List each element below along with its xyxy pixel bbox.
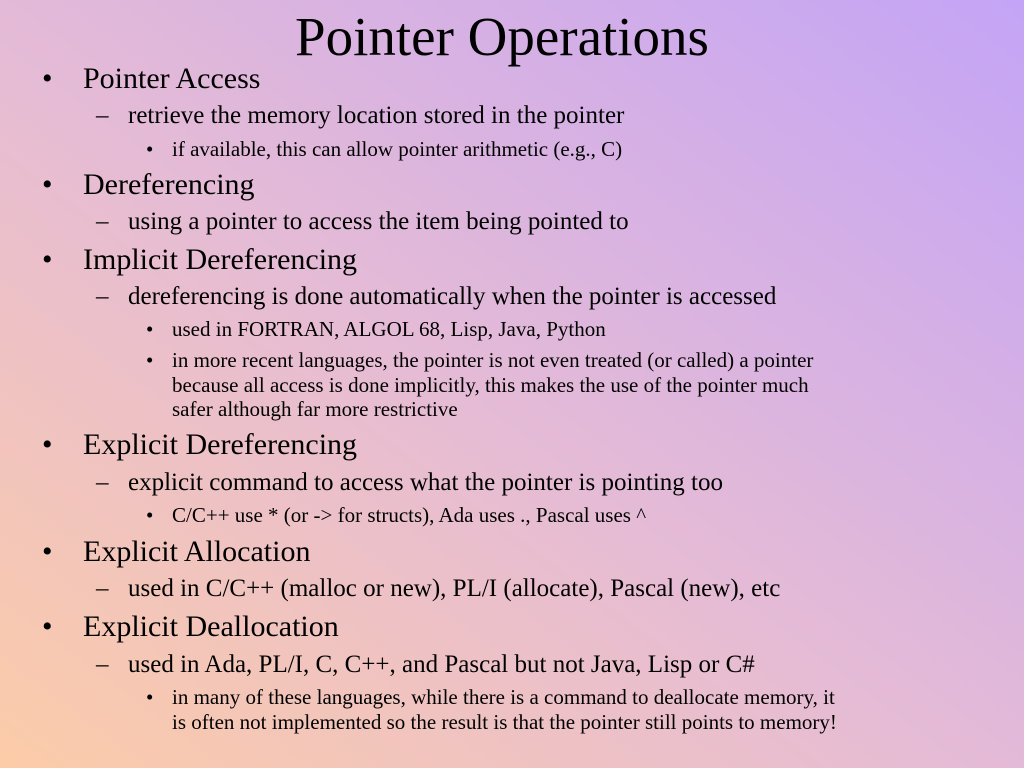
bullet-text: Dereferencing xyxy=(83,168,255,201)
bullet-text: Pointer Access xyxy=(83,62,261,95)
sub-bullet-text: explicit command to access what the pointer is pointing too xyxy=(128,469,724,496)
sub-sub-bullet-text-line: in more recent languages, the pointer is not even treated (or called) a pointer xyxy=(172,348,814,372)
sub-sub-bullet-text-line: safer although far more restrictive xyxy=(172,397,458,421)
dash-icon: – xyxy=(96,575,109,602)
sub-sub-bullet-text-line: is often not implemented so the result is that the pointer still points to memory! xyxy=(172,709,837,734)
bullet-dot-icon: • xyxy=(146,317,154,341)
sub-bullet-text: used in Ada, PL/I, C, C++, and Pascal but not Java, Lisp or C# xyxy=(128,651,755,678)
dash-icon: – xyxy=(96,469,109,496)
bullet-dot-icon: • xyxy=(146,685,154,709)
bullet-dot-icon: • xyxy=(146,503,154,527)
sub-sub-bullet-text: used in FORTRAN, ALGOL 68, Lisp, Java, Python xyxy=(172,317,606,341)
sub-bullet-text: dereferencing is done automatically when the pointer is accessed xyxy=(128,283,777,310)
sub-sub-bullet-text: if available, this can allow pointer arithmetic (e.g., C) xyxy=(172,137,623,161)
sub-sub-bullet-text-line: because all access is done implicitly, this makes the use of the pointer much xyxy=(172,372,809,397)
bullet-dot-icon: • xyxy=(42,243,53,276)
bullet-dot-icon: • xyxy=(42,610,53,643)
sub-sub-bullet-text: C/C++ use * (or -> for structs), Ada uses ., Pascal uses ^ xyxy=(172,503,647,527)
dash-icon: – xyxy=(96,283,109,310)
bullet-text: Explicit Dereferencing xyxy=(83,428,358,461)
dash-icon: – xyxy=(96,102,109,129)
slide-title: Pointer Operations xyxy=(295,6,709,67)
sub-bullet-text: retrieve the memory location stored in the pointer xyxy=(128,102,625,129)
bullet-dot-icon: • xyxy=(42,62,53,95)
dash-icon: – xyxy=(96,651,109,678)
bullet-text: Explicit Allocation xyxy=(83,535,311,568)
bullet-dot-icon: • xyxy=(146,348,154,372)
bullet-dot-icon: • xyxy=(146,137,154,161)
sub-sub-bullet-text-line: in many of these languages, while there is a command to deallocate memory, it xyxy=(172,685,835,709)
bullet-dot-icon: • xyxy=(42,168,53,201)
sub-bullet-text: using a pointer to access the item being pointed to xyxy=(128,208,629,235)
bullet-text: Explicit Deallocation xyxy=(83,610,339,643)
bullet-dot-icon: • xyxy=(42,428,53,461)
sub-bullet-text: used in C/C++ (malloc or new), PL/I (allocate), Pascal (new), etc xyxy=(128,575,781,602)
bullet-text: Implicit Dereferencing xyxy=(83,243,358,276)
bullet-dot-icon: • xyxy=(42,535,53,568)
dash-icon: – xyxy=(96,208,109,235)
